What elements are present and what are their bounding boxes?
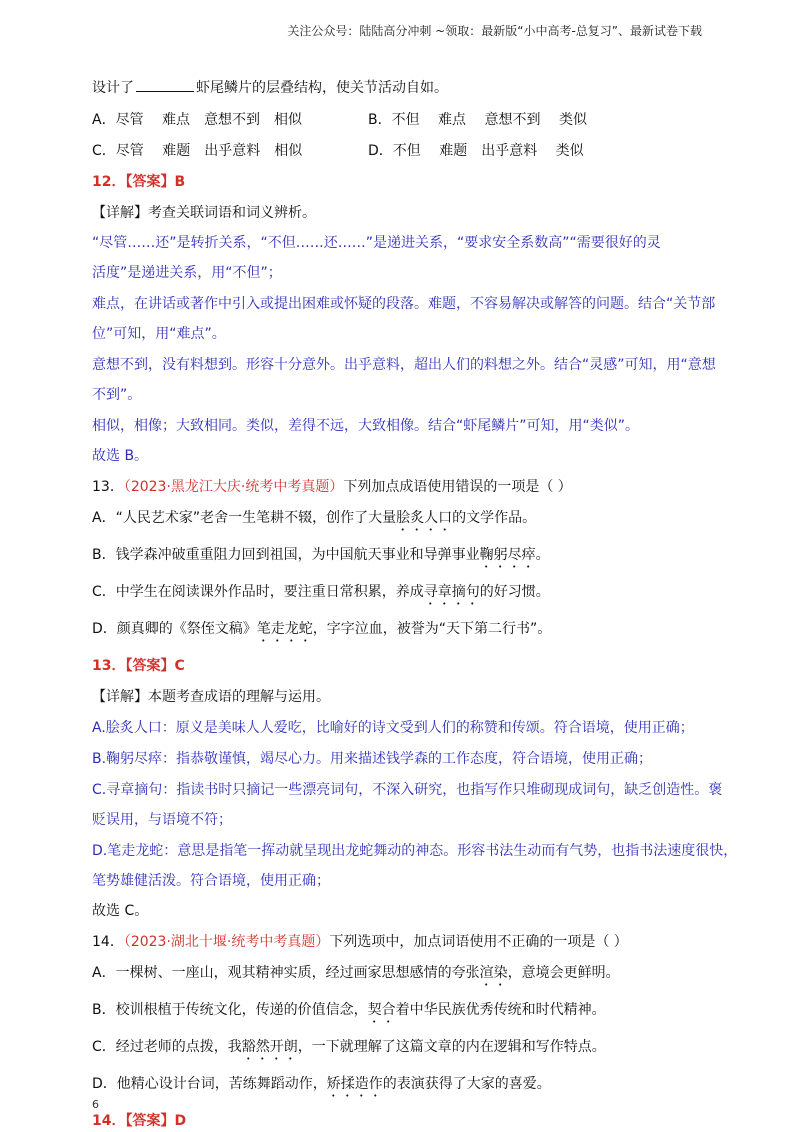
emphasized-term: 契合 xyxy=(367,1002,396,1018)
q13-option-a: A．“人民艺术家”老舍一生笔耕不辍，创作了大量脍炙人口的文学作品。 xyxy=(92,510,537,526)
page-header: 关注公众号：陆陆高分冲刺 ~领取：最新版“小中高考-总复习”、最新试卷下载 xyxy=(287,24,702,38)
q12-options-row-1: A．尽管 难点 意想不到 相似 B．不但 难点 意想不到 类似 xyxy=(92,112,587,128)
q12-stem-tail: 设计了 虾尾鳞片的层叠结构，使关节活动自如。 xyxy=(92,80,448,96)
question-source: （2023·黑龙江大庆·统考中考真题） xyxy=(123,479,344,495)
detail-13-intro: 【详解】本题考查成语的理解与运用。 xyxy=(92,689,330,705)
emphasized-term: 渲染 xyxy=(479,965,508,981)
emphasized-term: 鞠躬尽瘁 xyxy=(479,547,536,563)
emphasized-term: 笔走龙蛇 xyxy=(256,621,313,637)
q13-option-d: D．颜真卿的《祭侄文稿》笔走龙蛇，字字泣血，被誉为“天下第二行书”。 xyxy=(92,621,552,637)
q14-option-b: B．校训根植于传统文化，传递的价值信念，契合着中华民族优秀传统和时代精神。 xyxy=(92,1002,606,1018)
detail-12-conclusion: 故选 B。 xyxy=(92,448,149,464)
emphasized-term: 脍炙人口 xyxy=(396,510,453,526)
emphasized-term: 寻章摘句 xyxy=(423,584,480,600)
detail-13-body: A.脍炙人口：原义是美味人人爱吃，比喻好的诗文受到人们的称赞和传颂。符合语境，使用正确； B.鞠躬尽瘁：指恭敬谨慎，竭尽心力。用来描述钱学森的工作态度，符合语境，使用正确； C.寻章摘句：指读书时只摘记一些漂亮词句，不深入研究，也指写作只堆砌现成词句，缺乏创造性。褒 贬误用，与语境不符； D.笔走龙蛇：意思是指笔一挥动就呈现出龙蛇舞动的神态。形容书法生动而有气势，也指书法速度很快， 笔势雄健活泼。符合语境，使用正确； xyxy=(92,720,738,889)
detail-13-conclusion: 故选 C。 xyxy=(92,903,149,919)
emphasized-term: 豁然开朗 xyxy=(241,1039,298,1055)
answer-13: 13．【答案】C xyxy=(92,658,185,674)
q14-option-a: A．一棵树、一座山，观其精神实质，经过画家思想感情的夸张渲染，意境会更鲜明。 xyxy=(92,965,620,981)
q13-option-b: B．钱学森冲破重重阻力回到祖国，为中国航天事业和导弹事业鞠躬尽瘁。 xyxy=(92,547,550,563)
detail-12-body: “尽管……还”是转折关系，“不但……还……”是递进关系，“要求安全系数高”“需要很好的灵 活度”是递进关系，用“不但”； 难点，在讲话或著作中引入或提出困难或怀疑的段落。难题，不容易解决或解答的问题。结合“关节部 位”可知，用“难点”。 意想不到，没有料想到。形容十分意外。出乎意料，超出人们的料想之外。结合“灵感”可知，用“意想 不到”。 相似，相像；大致相同。类似，差得不远，大致相像。结合“虾尾鳞片”可知，用“类似”。 xyxy=(92,235,716,434)
q12-options-row-2: C．尽管 难题 出乎意料 相似 D．不但 难题 出乎意料 类似 xyxy=(92,143,584,159)
detail-12-intro: 【详解】考查关联词语和词义辨析。 xyxy=(92,205,316,221)
q14-option-d: D．他精心设计台词，苦练舞蹈动作，矫揉造作的表演获得了大家的喜爱。 xyxy=(92,1076,551,1092)
q14-option-c: C．经过老师的点拨，我豁然开朗，一下就理解了这篇文章的内在逻辑和写作特点。 xyxy=(92,1039,606,1055)
question-source: （2023·湖北十堰·统考中考真题） xyxy=(123,934,330,950)
emphasized-term: 矫揉造作 xyxy=(326,1076,383,1092)
page-body xyxy=(92,78,738,1131)
answer-14: 14．【答案】D xyxy=(92,1113,187,1129)
fill-blank xyxy=(136,79,194,92)
q13-option-c: C．中学生在阅读课外作品时，要注重日常积累，养成寻章摘句的好习惯。 xyxy=(92,584,550,600)
question-13: 13．（2023·黑龙江大庆·统考中考真题）下列加点成语使用错误的一项是（ ） xyxy=(92,479,572,495)
answer-12: 12．【答案】B xyxy=(92,174,186,190)
page-number: 6 xyxy=(92,1098,99,1111)
question-14: 14．（2023·湖北十堰·统考中考真题）下列选项中，加点词语使用不正确的一项是（ ） xyxy=(92,934,628,950)
